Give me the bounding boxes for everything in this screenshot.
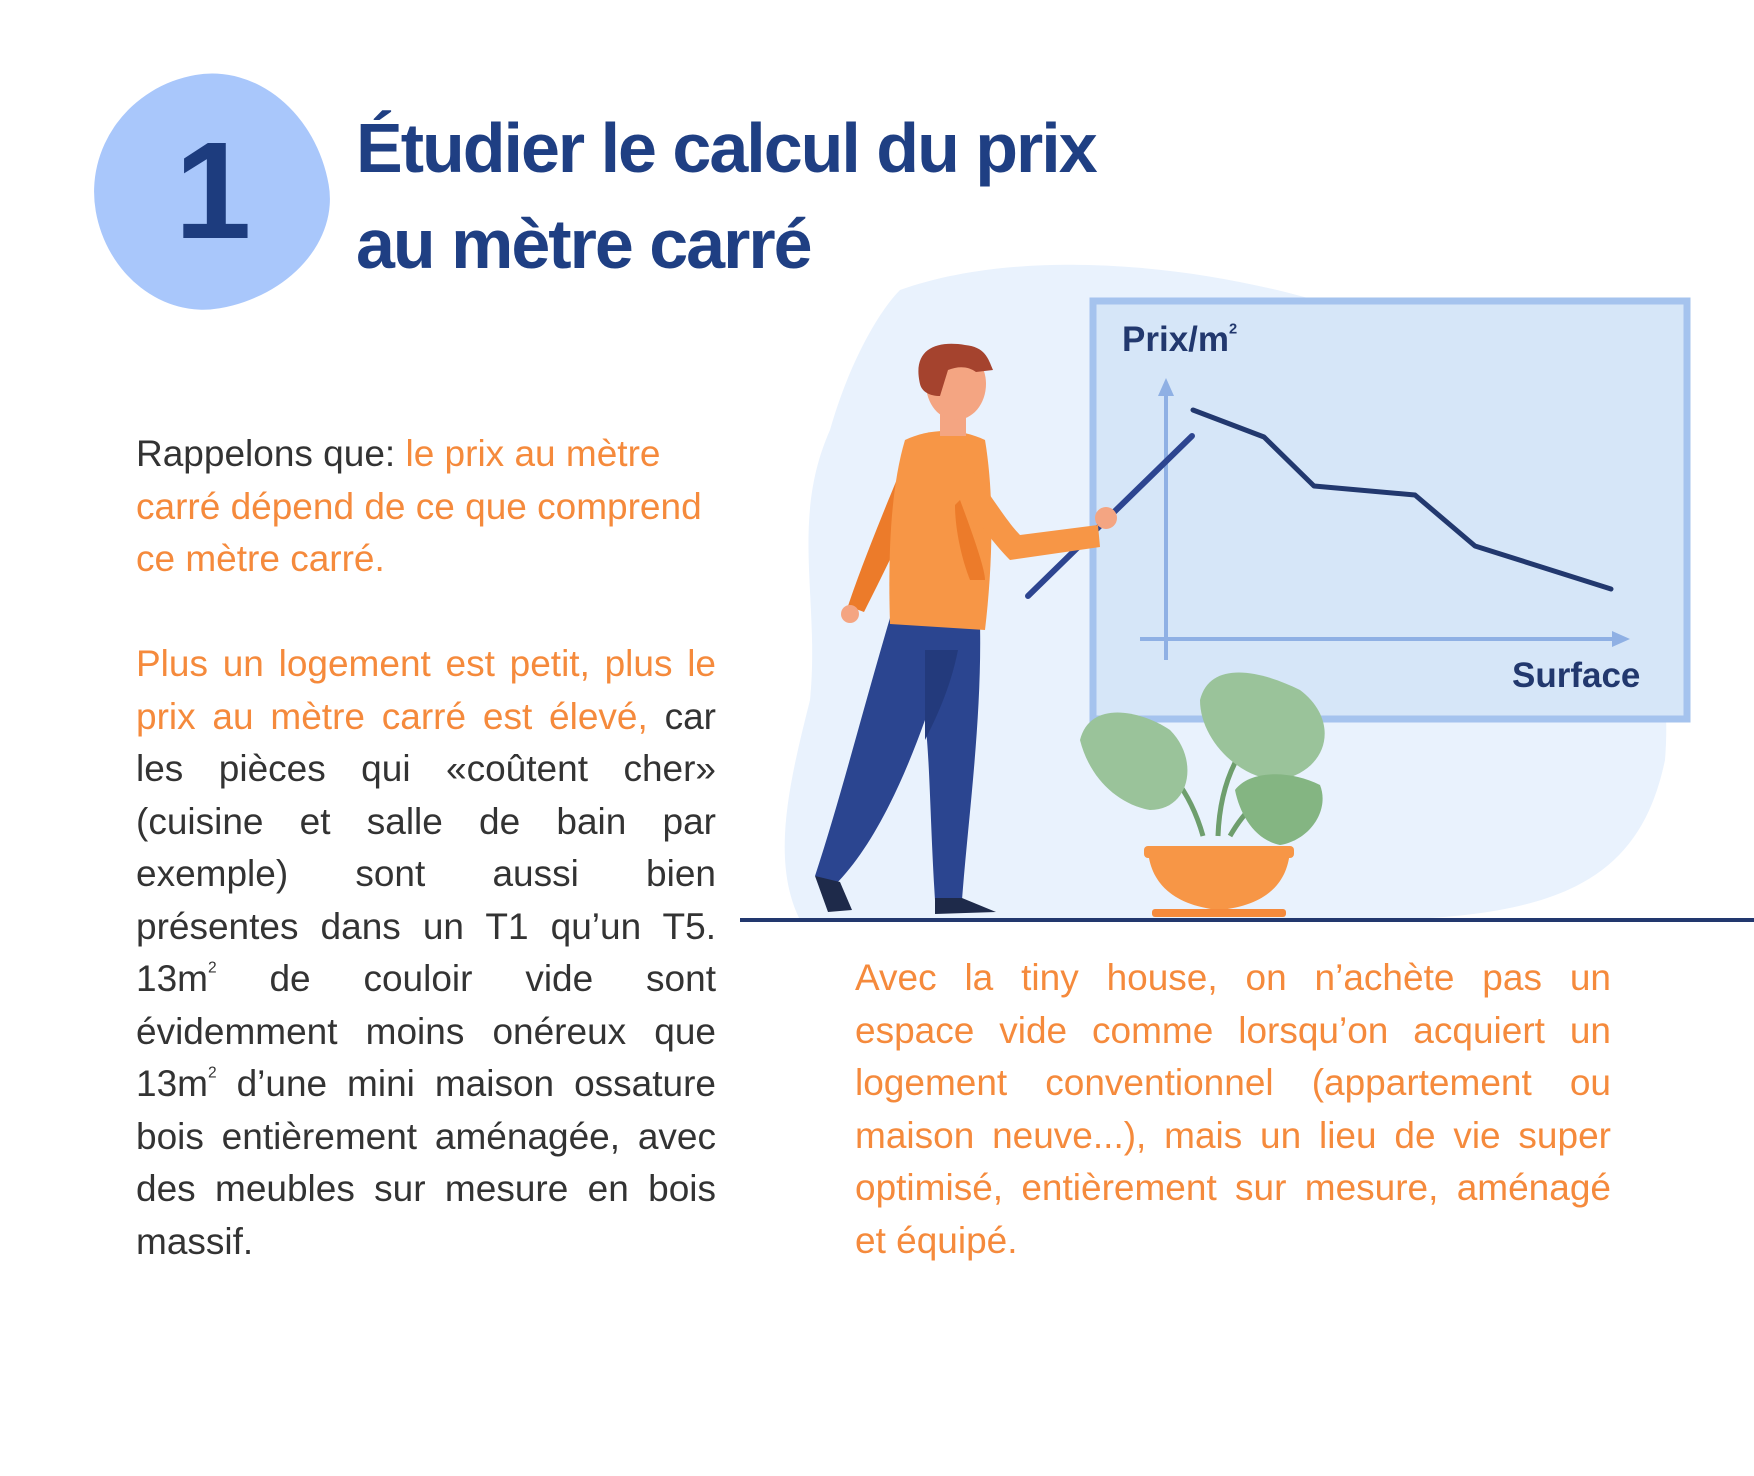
explanation-paragraph: Plus un logement est petit, plus le prix au mètre carré est élevé, car les pièces qui «coûtent cher» (cuisine et salle de bain par exemple) sont aussi bien présentes dans un T1 qu’un T5. $13m^2$ de couloir vide sont évidemment moins onéreux que $13m^2$ d’une mini maison ossature bois entièrement aménagée, avec des meubles sur mesure en bois massif. xyxy=(136,643,717,1262)
explanation-highlight: Plus un logement est petit, plus le prix au mètre carré est élevé, xyxy=(136,643,716,737)
step-number: 1 xyxy=(174,113,248,268)
explanation-text-b: de couloir vide sont évidemment moins onéreux que 13m xyxy=(136,958,716,1104)
person-hand-front xyxy=(1095,507,1117,529)
plant-pot-base xyxy=(1152,909,1286,917)
intro-paragraph xyxy=(136,428,716,586)
person-torso xyxy=(889,431,991,630)
explanation-text-a: car les pièces qui «coûtent cher» (cuisine et salle de bain par exemple) sont aussi bien présentes dans un T1 qu’un T5. 13m xyxy=(136,695,717,999)
page-title-line-1: Étudier le calcul du prix xyxy=(356,109,1096,187)
tiny-house-paragraph: Avec la tiny house, on n’achète pas un espace vide comme lorsqu’on acquiert un logement conventionnel (appartement ou maison neuve...), mais un lieu de vie super optimisé, entièrement sur mesure, aménagé et équipé. xyxy=(855,957,1611,1261)
chart-y-axis-label: Prix/$m^2$ xyxy=(1122,320,1238,359)
intro-highlight: le prix au mètre carré dépend de ce que comprend ce mètre carré. xyxy=(136,433,702,579)
explanation-text-c: d’une mini maison ossature bois entièrement aménagée, avec des meubles sur mesure en bois massif. xyxy=(136,1063,716,1262)
intro-lead: Rappelons que: xyxy=(136,433,406,474)
chart-x-axis-label: Surface xyxy=(1512,656,1641,695)
page-title-line-2: au mètre carré xyxy=(356,205,811,283)
person-hand-back xyxy=(841,605,859,623)
plant-pot-rim xyxy=(1144,846,1294,858)
